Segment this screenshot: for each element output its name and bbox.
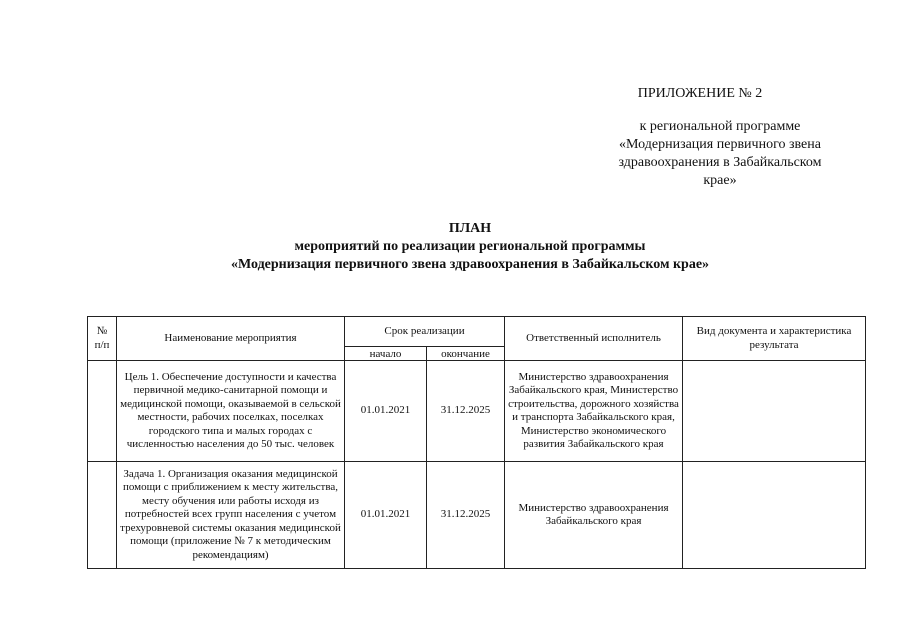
cell-result	[683, 361, 866, 462]
appendix-reference-line: «Модернизация первичного звена	[619, 137, 821, 152]
cell-executor: Министерство здравоохранения Забайкальского края	[505, 462, 683, 569]
cell-activity-name: Задача 1. Организация оказания медицинской помощи с приближением к месту жительства, месту обучения или работы исходя из потребностей всех групп населения с учетом трехуровневой системы оказания медицинской помощи (приложение № 7 к методическим рекомендациям)	[117, 462, 345, 569]
appendix-reference-line: к региональной программе	[639, 119, 801, 134]
plan-table	[87, 316, 866, 569]
appendix-reference	[585, 118, 855, 190]
document-subtitle-line2: «Модернизация первичного звена здравоохранения в Забайкальском крае»	[230, 257, 710, 272]
header-start: начало	[345, 347, 427, 361]
table-header-row	[88, 317, 866, 347]
cell-number	[88, 462, 117, 569]
cell-result	[683, 462, 866, 569]
appendix-reference-line: здравоохранения в Забайкальском	[618, 155, 822, 170]
cell-start-date: 01.01.2021	[345, 462, 427, 569]
cell-start-date: 01.01.2021	[345, 361, 427, 462]
header-result: Вид документа и характеристика результата	[683, 317, 866, 361]
appendix-title: ПРИЛОЖЕНИЕ № 2	[637, 86, 763, 101]
header-period: Срок реализации	[345, 317, 505, 347]
cell-executor: Министерство здравоохранения Забайкальского края, Министерство строительства, дорожного хозяйства и транспорта Забайкальского края, Министерство экономического развития Забайкальского края	[505, 361, 683, 462]
cell-activity-name: Цель 1. Обеспечение доступности и качества первичной медико-санитарной помощи и медицинской помощи, оказываемой в сельской местности, рабочих поселках, поселках городского типа и малых городах с численностью населения до 50 тыс. человек	[117, 361, 345, 462]
appendix-reference-line: крае»	[703, 173, 737, 188]
cell-end-date: 31.12.2025	[427, 462, 505, 569]
table-row	[88, 361, 866, 462]
table-row	[88, 462, 866, 569]
header-number: № п/п	[88, 317, 117, 361]
header-end: окончание	[427, 347, 505, 361]
header-activity-name: Наименование мероприятия	[117, 317, 345, 361]
document-subtitle-line1: мероприятий по реализации региональной программы	[294, 239, 646, 254]
document-title: ПЛАН	[448, 221, 492, 236]
document-heading	[140, 220, 800, 274]
cell-number	[88, 361, 117, 462]
cell-end-date: 31.12.2025	[427, 361, 505, 462]
header-executor: Ответственный исполнитель	[505, 317, 683, 361]
